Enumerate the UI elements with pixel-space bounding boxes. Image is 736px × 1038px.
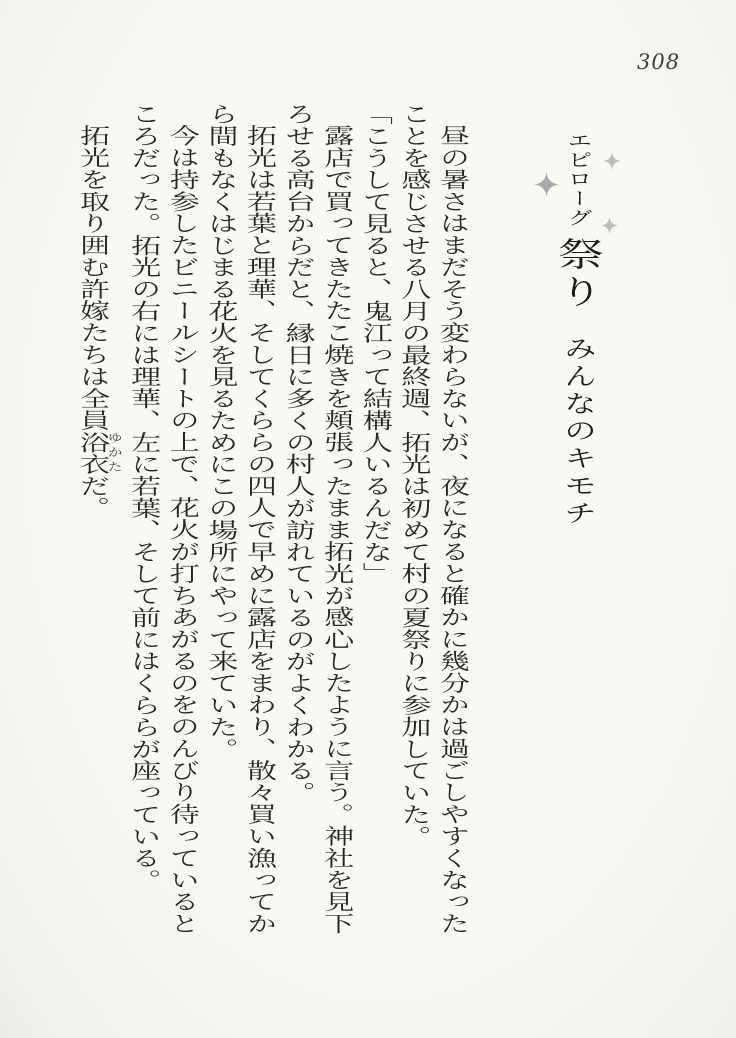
- text-run: 拓光を取り囲む許嫁たちは全員: [74, 124, 110, 432]
- text-column: ころだった。拓光の右には理華、左に若葉、そして前にはくららが座っている。: [125, 103, 161, 891]
- text-column: ら間もなくはじまる花火を見るためにこの場所にやって来ていた。: [202, 103, 238, 760]
- ruby-text: ゆかた: [105, 431, 124, 475]
- text-column: ことを感じさせる八月の最終週、拓光は初めて村の夏祭りに参加していた。: [395, 103, 431, 848]
- text-column: 昼の暑さはまだそう変わらないが、夜になると確かに幾分かは過ごしやすくなった: [434, 124, 469, 935]
- page-number: 308: [637, 50, 681, 74]
- text-column: 今は持参したビニールシートの上で、花火が打ちあがるのをのんびり待っていると: [163, 124, 199, 935]
- chapter-kicker: エピローグ: [564, 131, 593, 229]
- text-run: だ。: [74, 474, 110, 519]
- text-column: ろせる高台からだと、縁日に多くの村人が訪れているのがよくわかる。: [279, 103, 315, 804]
- text-column-last: [74, 103, 124, 953]
- text-column: 露店で買ってきたたこ焼きを頬張ったまま拓光が感心したように言う。神社を見下: [318, 124, 354, 935]
- text-column: 拓光は若葉と理華、そしてくららの四人で早めに露店をまわり、散々買い漁ってか: [241, 124, 277, 935]
- chapter-title-main: 祭り: [551, 236, 605, 312]
- chapter-title: [548, 131, 608, 549]
- body-text: [74, 103, 470, 953]
- ruby-base: 浴衣: [74, 431, 110, 475]
- text-column: 「こうして見ると、鬼江って結構人いるんだな」: [356, 103, 392, 585]
- chapter-subtitle: みんなのキモチ: [559, 336, 598, 528]
- ruby-yukata: [74, 431, 124, 475]
